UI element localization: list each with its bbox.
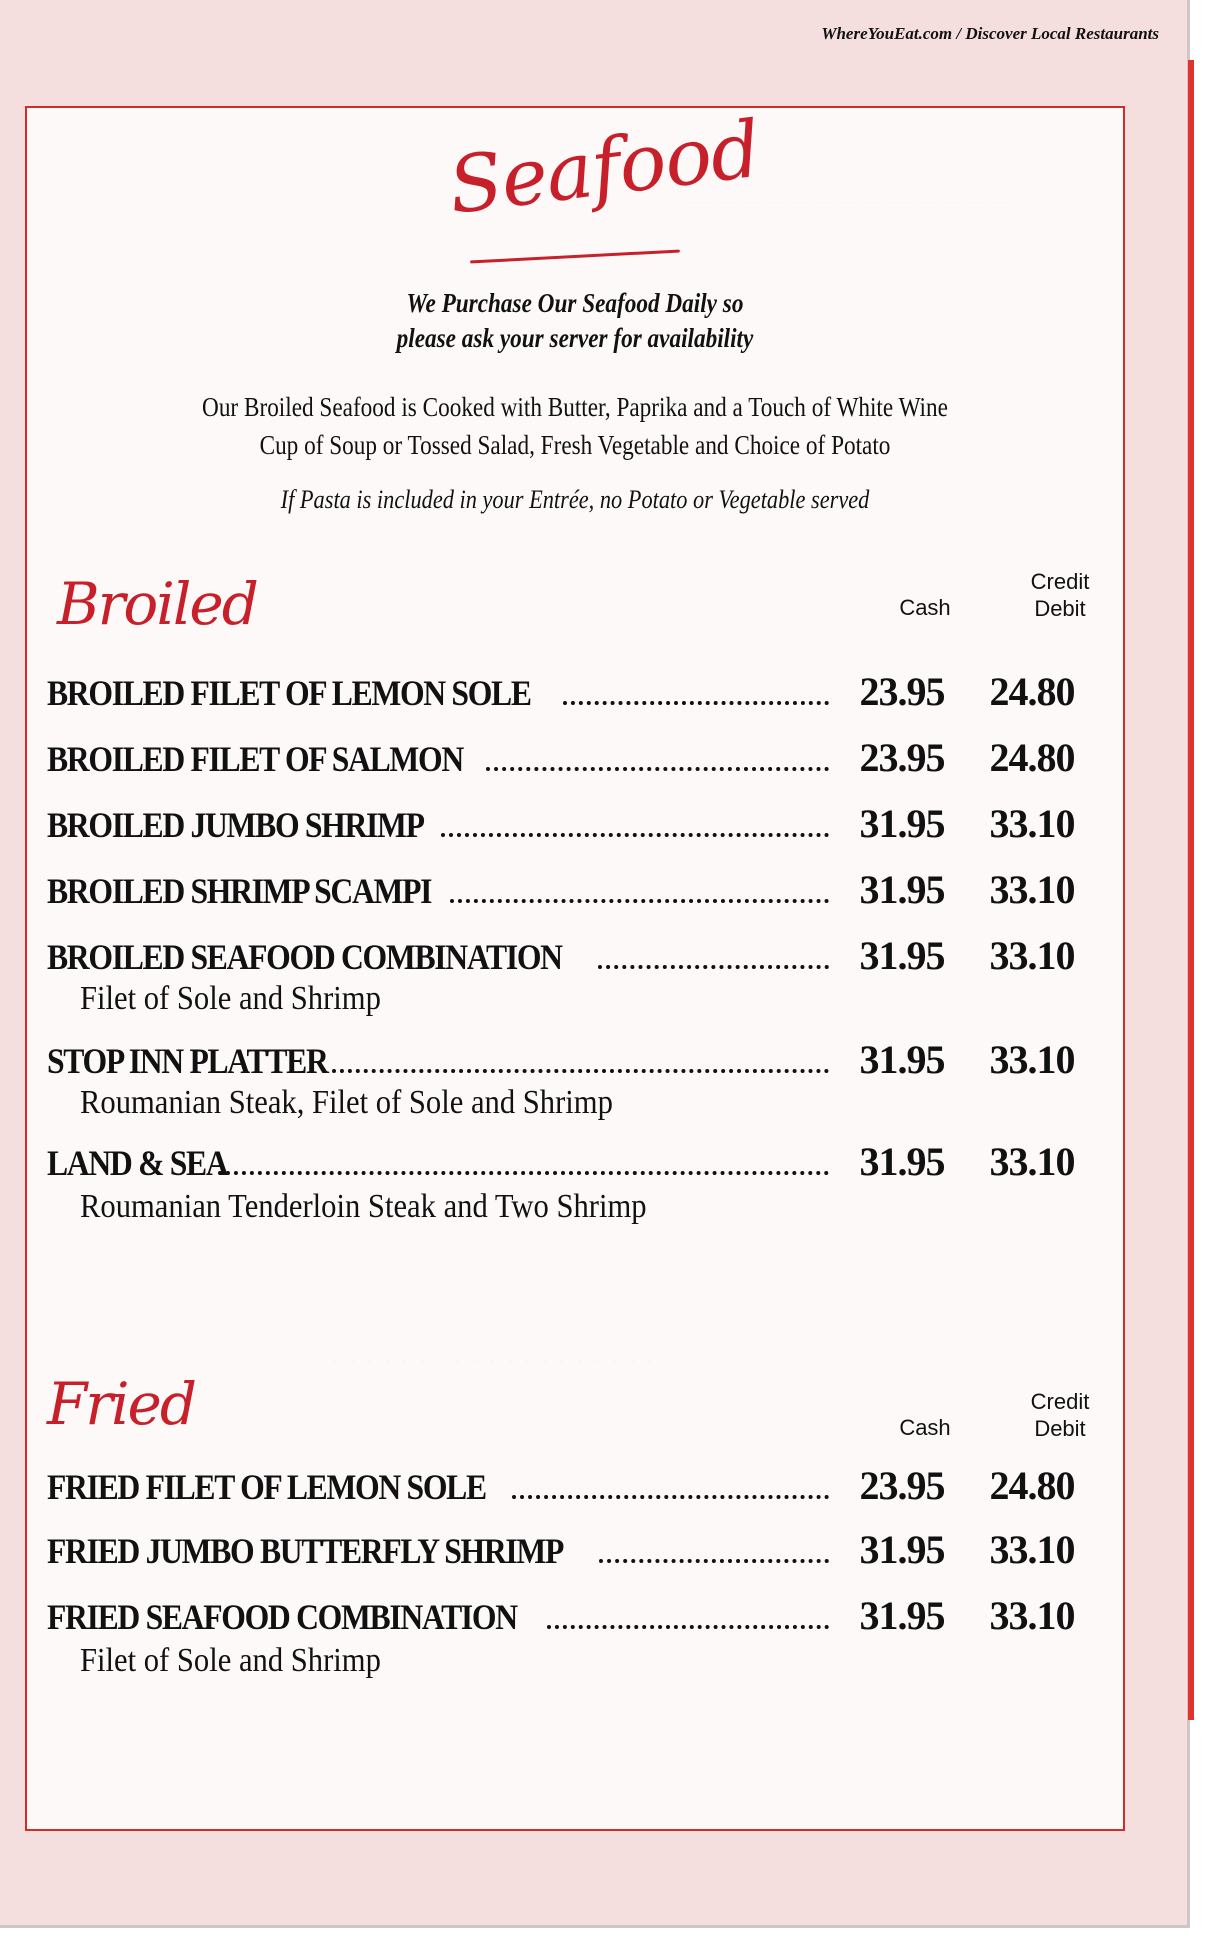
description-line: Cup of Soup or Tossed Salad, Fresh Vegetable and Choice of Potato [259,430,891,460]
item-name: FRIED FILET OF LEMON SOLE [47,1467,486,1507]
column-header-cash: Cash [899,1415,951,1440]
price-credit: 33.10 [989,1139,1075,1184]
price-credit: 24.80 [989,1463,1075,1508]
dot-leader [563,700,829,705]
item-name: BROILED FILET OF SALMON [47,739,463,779]
price-cash: 31.95 [859,867,945,912]
menu-item [47,1138,1097,1184]
price-cash: 23.95 [859,669,945,714]
dot-leader [599,1558,829,1563]
dot-leader [441,832,829,837]
price-cash: 23.95 [859,1463,945,1508]
column-header-credit-line1: Credit [1030,569,1090,594]
item-description: Filet of Sole and Shrimp [80,1642,381,1679]
dot-leader [332,1068,829,1073]
dot-leader [486,766,829,771]
item-description: Roumanian Tenderloin Steak and Two Shrimp [80,1188,647,1225]
column-header-cash: Cash [899,595,951,620]
item-name: STOP INN PLATTER [47,1041,328,1081]
menu-item [47,1592,1097,1638]
column-header-credit-line2: Debit [1034,1416,1086,1441]
price-cash: 31.95 [859,1527,945,1572]
price-credit: 33.10 [989,1037,1075,1082]
item-name: BROILED SEAFOOD COMBINATION [47,937,562,977]
section-title-broiled: Broiled [57,570,257,638]
price-credit: 33.10 [989,801,1075,846]
menu-item [47,932,1097,978]
item-name: LAND & SEA [47,1143,228,1183]
pasta-note: If Pasta is included in your Entrée, no Potato or Vegetable served [280,485,870,514]
item-description: Roumanian Steak, Filet of Sole and Shrimp [80,1084,613,1121]
column-header-credit [1010,1388,1110,1442]
dot-leader [547,1624,829,1629]
notice-line: please ask your server for availability [396,323,754,353]
price-credit: 33.10 [989,1527,1075,1572]
menu-item [47,1526,1097,1572]
menu-item [47,800,1097,846]
dot-leader [450,898,829,903]
item-description: Filet of Sole and Shrimp [80,980,381,1017]
item-name: BROILED JUMBO SHRIMP [47,805,424,845]
watermark: WhereYouEat.com / Discover Local Restaurants [821,24,1159,43]
item-name: FRIED SEAFOOD COMBINATION [47,1597,517,1637]
page-edge-stripe [1188,60,1194,1720]
price-credit: 33.10 [989,1593,1075,1638]
price-cash: 23.95 [859,735,945,780]
dot-leader [598,964,829,969]
price-credit: 33.10 [989,933,1075,978]
price-cash: 31.95 [859,801,945,846]
price-cash: 31.95 [859,933,945,978]
description-line: Our Broiled Seafood is Cooked with Butter, Paprika and a Touch of White Wine [202,392,948,422]
price-cash: 31.95 [859,1139,945,1184]
notice-line: We Purchase Our Seafood Daily so [406,288,744,318]
item-name: BROILED SHRIMP SCAMPI [47,871,432,911]
menu-item [47,668,1097,714]
column-header-credit-line1: Credit [1030,1389,1090,1414]
price-cash: 31.95 [859,1037,945,1082]
item-name: BROILED FILET OF LEMON SOLE [47,673,531,713]
column-header-credit [1010,568,1110,622]
dot-leader [218,1170,829,1175]
section-title-fried: Fried [47,1370,195,1438]
menu-item [47,1036,1097,1082]
page-title: Seafood [444,104,765,232]
dot-leader [512,1494,829,1499]
menu-item [47,866,1097,912]
price-credit: 24.80 [989,735,1075,780]
price-credit: 33.10 [989,867,1075,912]
menu-item [47,734,1097,780]
price-credit: 24.80 [989,669,1075,714]
menu-item [47,1462,1097,1508]
column-header-credit-line2: Debit [1034,596,1086,621]
item-name: FRIED JUMBO BUTTERFLY SHRIMP [47,1531,564,1571]
price-cash: 31.95 [859,1593,945,1638]
